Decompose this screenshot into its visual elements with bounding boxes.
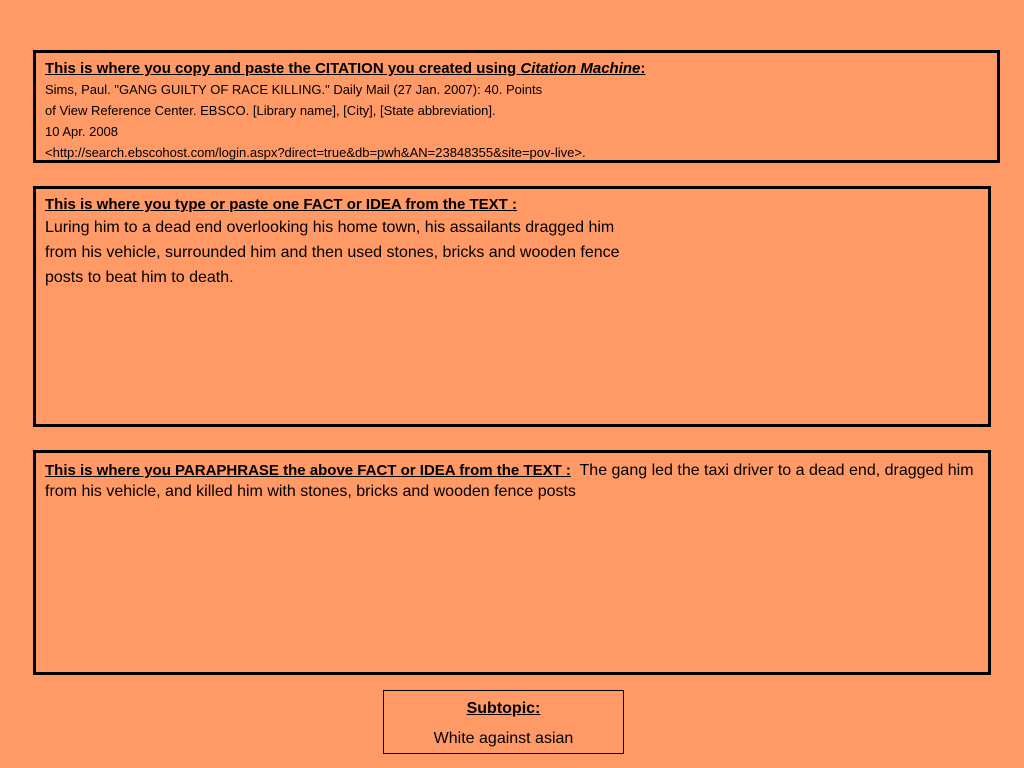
fact-line: Luring him to a dead end overlooking his home town, his assailants dragged him bbox=[45, 219, 615, 236]
fact-heading: This is where you type or paste one FACT or IDEA from the TEXT : bbox=[45, 196, 518, 213]
citation-heading-prefix: This is where you copy and paste the CITATION you created using bbox=[45, 60, 521, 77]
fact-box[interactable] bbox=[33, 186, 991, 427]
citation-line: Sims, Paul. "GANG GUILTY OF RACE KILLING." Daily Mail (27 Jan. 2007): 40. Points bbox=[45, 82, 543, 97]
paraphrase-content bbox=[45, 460, 979, 502]
citation-line: of View Reference Center. EBSCO. [Library name], [City], [State abbreviation]. bbox=[45, 103, 496, 118]
subtopic-value: White against asian bbox=[433, 730, 574, 747]
citation-heading bbox=[45, 59, 988, 79]
citation-heading-italic: Citation Machine bbox=[520, 60, 641, 77]
paraphrase-box[interactable] bbox=[33, 450, 991, 675]
fact-line: from his vehicle, surrounded him and then used stones, bricks and wooden fence bbox=[45, 244, 620, 261]
subtopic-box[interactable] bbox=[383, 690, 624, 754]
paraphrase-heading: This is where you PARAPHRASE the above FACT or IDEA from the TEXT : bbox=[45, 462, 571, 479]
paraphrase-text: The gang led the taxi driver to a dead end, dragged him from his vehicle, and killed him with stones, bricks and wooden fence posts bbox=[45, 462, 974, 500]
citation-line: <http://search.ebscohost.com/login.aspx?direct=true&db=pwh&AN=23848355&site=pov-live>. bbox=[45, 145, 586, 160]
fact-line: posts to beat him to death. bbox=[45, 269, 234, 286]
citation-line: 10 Apr. 2008 bbox=[45, 124, 119, 139]
citation-heading-suffix: : bbox=[640, 60, 646, 77]
subtopic-heading: Subtopic: bbox=[466, 700, 541, 717]
citation-box[interactable] bbox=[33, 50, 1000, 163]
